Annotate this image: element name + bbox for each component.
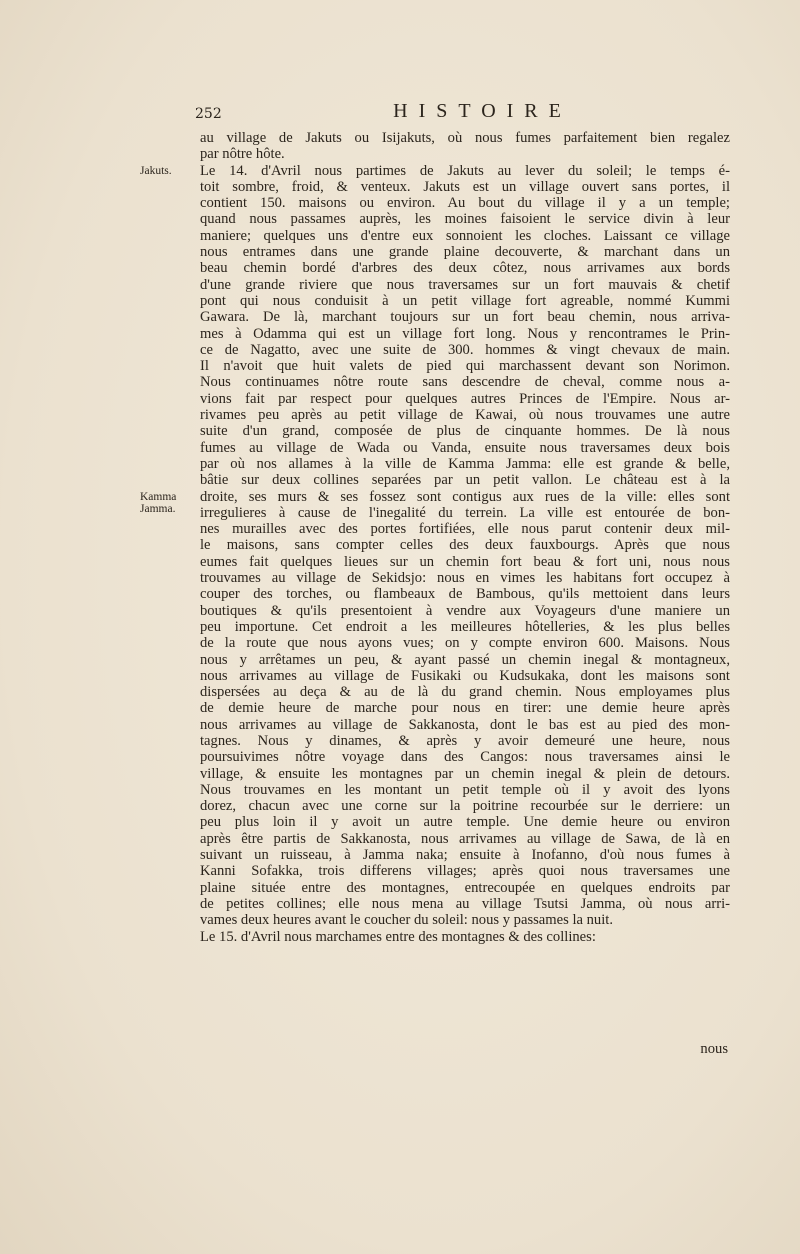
text-line: Le 15. d'Avril nous marchames entre des montagnes & des collines: — [200, 928, 596, 945]
page-number: 252 — [195, 106, 222, 122]
margin-note-kamma-jamma: Kamma Jamma. — [140, 490, 177, 515]
page-header — [195, 100, 730, 126]
text-line: contient 150. maisons ou environ. Au bout du village il y a un temple; — [200, 195, 730, 212]
text-line: Kanni Sofakka, trois differens villages; après quoi nous traversames une — [200, 863, 730, 880]
text-line: peu plus loin il y avoit un autre temple. Une demie heure ou environ — [200, 814, 730, 831]
text-line: nous arrivames au village de Fusikaki ou Kudsukaka, dont les maisons sont — [200, 667, 730, 684]
text-line: de la route que nous ayons vues; on y compte environ 600. Maisons. Nous — [200, 635, 730, 652]
text-line: plaine située entre des montagnes, entrecoupée en quelques endroits par — [200, 879, 730, 896]
text-line: bâtie sur deux collines separées par un petit vallon. Le château est à la — [200, 472, 730, 489]
catchword: nous — [700, 1041, 728, 1057]
text-line: par où nos allames à la ville de Kamma Jamma: elle est grande & belle, — [200, 455, 730, 472]
margin-note-jakuts: Jakuts. — [140, 164, 172, 177]
text-line: couper des torches, ou flambeaux de Bambous, qu'ils mettoient dans leurs — [200, 586, 730, 603]
text-line: dorez, chacun avec une corne sur la poitrine recourbée sur le derriere: un — [200, 798, 730, 815]
text-line: trouvames au village de Sekidsjo: nous en vimes les habitans fort occupez à — [200, 570, 730, 587]
text-line: beau chemin bordé d'arbres des deux côtez, nous arrivames aux bords — [200, 260, 730, 277]
text-line: de petites collines; elle nous mena au village Tsutsi Jamma, où nous arri- — [200, 895, 730, 912]
text-line: d'une grande riviere que nous traversames sur un fort mauvais & chetif — [200, 276, 730, 293]
text-line: nes murailles avec des portes fortifiées, elle nous parut contenir deux mil- — [200, 521, 730, 538]
text-line: Gawara. De là, marchant toujours sur un fort beau chemin, nous arriva- — [200, 309, 730, 326]
text-line: irregulieres à cause de l'inegalité du terrein. La ville est entourée de bon- — [200, 504, 730, 521]
text-line: nous y arrêtames un peu, & ayant passé un chemin inegal & montagneux, — [200, 651, 730, 668]
text-line: vions fait par respect pour quelques autres Princes de l'Empire. Nous ar- — [200, 390, 730, 407]
text-line: tagnes. Nous y dinames, & après y avoir demeuré une heure, nous — [200, 732, 730, 749]
text-line: eumes fait quelques lieues sur un chemin fort beau & fort uni, nous nous — [200, 553, 730, 570]
text-line: ce de Nagatto, avec une suite de 300. hommes & vingt chevaux de main. — [200, 341, 730, 358]
text-line: nous arrivames au village de Sakkanosta, dont le bas est au pied des mon- — [200, 716, 730, 733]
text-line: fumes au village de Wada ou Vanda, ensuite nous traversames deux bois — [200, 439, 730, 456]
text-line: dispersées au deça & au de là du grand chemin. Nous employames plus — [200, 684, 730, 701]
text-line: boutiques & qu'ils presentoient à vendre aux Voyageurs d'une maniere un — [200, 602, 730, 619]
text-line: mes à Odamma qui est un village fort long. Nous y rencontrames le Prin- — [200, 325, 730, 342]
body-text — [200, 130, 730, 945]
running-title: HISTOIRE — [393, 100, 572, 122]
text-line: Le 14. d'Avril nous partimes de Jakuts au lever du soleil; le temps é- — [200, 162, 730, 179]
text-line: droite, ses murs & ses fossez sont contigus aux rues de la ville: elles sont — [200, 488, 730, 505]
text-line: peu importune. Cet endroit a les meilleures hôtelleries, & les plus belles — [200, 618, 730, 635]
text-line: village, & ensuite les montagnes par un chemin inegal & plein de detours. — [200, 765, 730, 782]
text-line: Il n'avoit que huit valets de pied qui marchassent devant son Norimon. — [200, 358, 730, 375]
text-line: pont qui nous conduisit à un petit village fort agreable, nommé Kummi — [200, 292, 730, 309]
text-line: de demie heure de marche pour nous en tirer: une demie heure après — [200, 700, 730, 717]
text-line: Nous continuames nôtre route sans descendre de cheval, comme nous a- — [200, 374, 730, 391]
text-line: poursuivimes nôtre voyage dans des Cangos: nous traversames ainsi le — [200, 749, 730, 766]
text-line: quand nous passames auprès, les moines faisoient le service divin à leur — [200, 211, 730, 228]
text-line: par nôtre hôte. — [200, 146, 285, 163]
text-line: vames deux heures avant le coucher du soleil: nous y passames la nuit. — [200, 912, 613, 929]
text-line: rivames peu après au petit village de Kawai, où nous trouvames une autre — [200, 407, 730, 424]
text-line: le maisons, sans compter celles des deux fauxbourgs. Après que nous — [200, 537, 730, 554]
text-line: suite d'un grand, composée de plus de cinquante hommes. De là nous — [200, 423, 730, 440]
text-line: après être partis de Sakkanosta, nous arrivames au village de Sawa, de là en — [200, 830, 730, 847]
text-line: maniere; quelques uns d'entre eux sonnoient les cloches. Laissant ce village — [200, 227, 730, 244]
text-line: suivant un ruisseau, à Jamma naka; ensuite à Inofanno, d'où nous fumes à — [200, 847, 730, 864]
text-line: Nous trouvames en les montant un petit temple où il y avoit des lyons — [200, 781, 730, 798]
text-line: toit sombre, froid, & venteux. Jakuts est un village ouvert sans portes, il — [200, 178, 730, 195]
text-line: nous entrames dans une grande plaine decouverte, & marchant dans un — [200, 244, 730, 261]
text-line: au village de Jakuts ou Isijakuts, où nous fumes parfaitement bien regalez — [200, 130, 730, 146]
